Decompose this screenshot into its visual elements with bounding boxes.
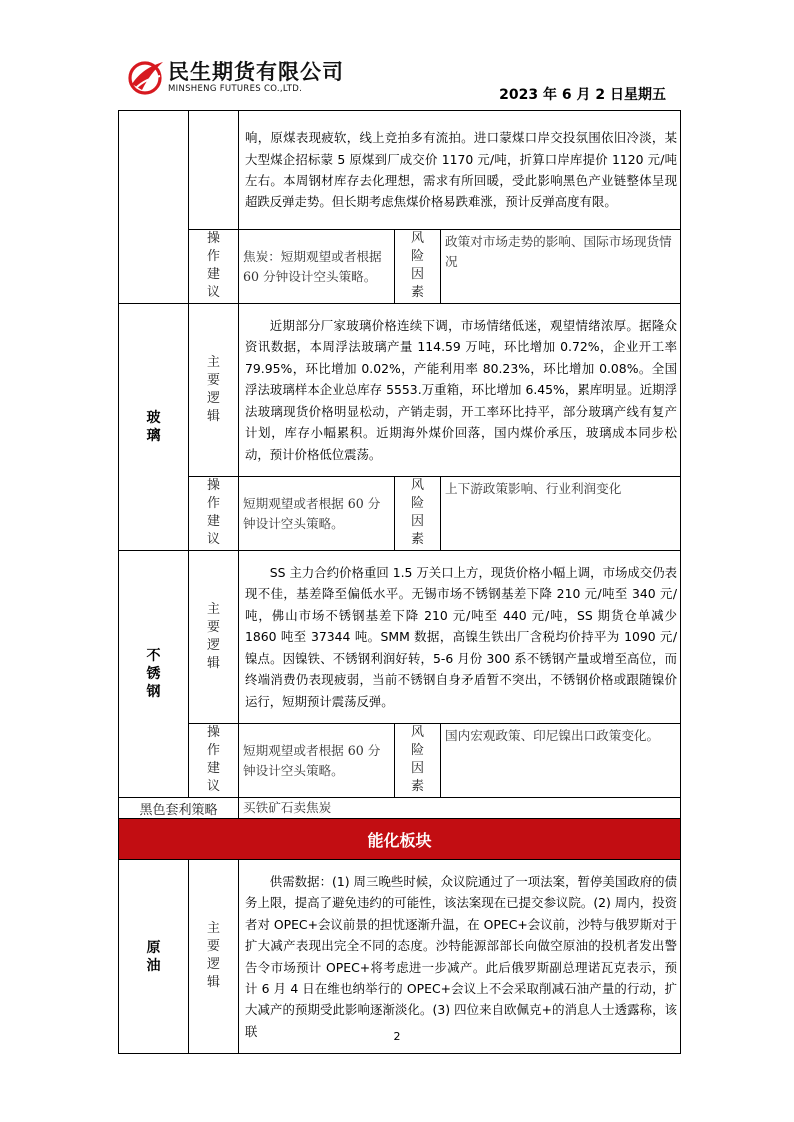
crude-logic-label: 主要逻辑 (189, 860, 239, 1054)
company-name-cn: 民生期货有限公司 (168, 60, 344, 84)
steel-logic-label: 主要逻辑 (189, 551, 239, 724)
crude-logic-row (119, 860, 681, 1054)
minsheng-logo-icon (128, 58, 164, 96)
report-date: 2023 年 6 月 2 日星期五 (499, 87, 666, 103)
crude-name: 原油 (119, 860, 189, 1054)
glass-risk-label: 风险因素 (395, 477, 441, 551)
coke-logic-label-cell (189, 111, 239, 230)
arbitrage-label: 黑色套利策略 (119, 798, 239, 819)
section-header-row (119, 819, 681, 860)
steel-advice-text: 短期观望或者根据 60 分钟设计空头策略。 (239, 724, 395, 798)
glass-logic-row (119, 304, 681, 477)
section-title: 能化板块 (119, 819, 681, 860)
coke-logic-text: 响，原煤表现疲软，线上竞拍多有流拍。进口蒙煤口岸交投氛围依旧冷淡，某大型煤企招标蒙 5 原煤到厂成交价 1170 元/吨，折算口岸库提价 1120 元/吨左右。本周钢材库存去化理想，需求有所回暖，受此影响黑色产业链整体呈现超跌反弹走势。但长期考虑焦煤价格易跌难涨，预计反弹高度有限。 (239, 111, 681, 230)
coke-risk-label: 风险因素 (395, 230, 441, 304)
glass-name: 玻璃 (119, 304, 189, 551)
steel-risk-text: 国内宏观政策、印尼镍出口政策变化。 (441, 724, 681, 798)
coke-risk-text: 政策对市场走势的影响、国际市场现货情况 (441, 230, 681, 304)
steel-logic-row (119, 551, 681, 724)
coke-name-cell (119, 111, 189, 304)
steel-name: 不锈钢 (119, 551, 189, 798)
coke-advice-row (119, 230, 681, 304)
glass-risk-text: 上下游政策影响、行业利润变化 (441, 477, 681, 551)
glass-advice-row (119, 477, 681, 551)
coke-advice-label: 操作建议 (189, 230, 239, 304)
glass-advice-label: 操作建议 (189, 477, 239, 551)
arbitrage-row (119, 798, 681, 819)
page-number: 2 (393, 1030, 401, 1043)
steel-risk-label: 风险因素 (395, 724, 441, 798)
company-name-en: MINSHENG FUTURES CO.,LTD. (168, 84, 303, 94)
company-logo (128, 58, 368, 100)
glass-logic-text: 近期部分厂家玻璃价格连续下调，市场情绪低迷，观望情绪浓厚。据隆众资讯数据，本周浮法玻璃产量 114.59 万吨，环比增加 0.72%，企业开工率 79.95%，环比增加 0.02%，产能利用率 80.23%，环比增加 0.08%。全国浮法玻璃样本企业总库存 5553.万重箱，环比增加 6.45%，累库明显。近期浮法玻璃现货价格明显松动，产销走弱，开工率环比持平，部分玻璃产线有复产计划，库存小幅累积。近期海外煤价回落，国内煤价承压，玻璃成本同步松动，预计价格低位震荡。 (239, 304, 681, 477)
glass-advice-text: 短期观望或者根据 60 分钟设计空头策略。 (239, 477, 395, 551)
glass-logic-label: 主要逻辑 (189, 304, 239, 477)
steel-logic-text: SS 主力合约价格重回 1.5 万关口上方，现货价格小幅上调，市场成交仍表现不佳，基差降至偏低水平。无锡市场不锈钢基差下降 210 元/吨至 340 元/吨，佛山市场不锈钢基差下降 210 元/吨至 440 元/吨，SS 期货仓单减少 1860 吨至 37344 吨。SMM 数据，高镍生铁出厂含税均价持平为 1090 元/镍点。因镍铁、不锈钢利润好转，5-6 月份 300 系不锈钢产量或增至高位，而终端消费仍表现疲弱，当前不锈钢自身矛盾暂不突出，不锈钢价格或跟随镍价运行，短期预计震荡反弹。 (239, 551, 681, 724)
steel-advice-row (119, 724, 681, 798)
arbitrage-value: 买铁矿石卖焦炭 (239, 798, 681, 819)
steel-advice-label: 操作建议 (189, 724, 239, 798)
coke-advice-text: 焦炭：短期观望或者根据 60 分钟设计空头策略。 (239, 230, 395, 304)
crude-logic-text: 供需数据：(1) 周三晚些时候，众议院通过了一项法案，暂停美国政府的债务上限，提高了避免违约的可能性，该法案现在已提交参议院。(2) 周内，投资者对 OPEC+会议前景的担忧逐渐升温，在 OPEC+会议前，沙特与俄罗斯对于扩大减产表现出完全不同的态度。沙特能源部部长向做空原油的投机者发出警告令市场预计 OPEC+将考虑进一步减产。此后俄罗斯副总理诺瓦克表示，预计 6 月 4 日在维也纳举行的 OPEC+会议上不会采取削减石油产量的行动，扩大减产的预期受此影响逐渐淡化。(3) 四位来自欧佩克+的消息人士透露称，该联 (239, 860, 681, 1054)
coke-logic-row (119, 111, 681, 230)
commodity-table (118, 110, 681, 1054)
